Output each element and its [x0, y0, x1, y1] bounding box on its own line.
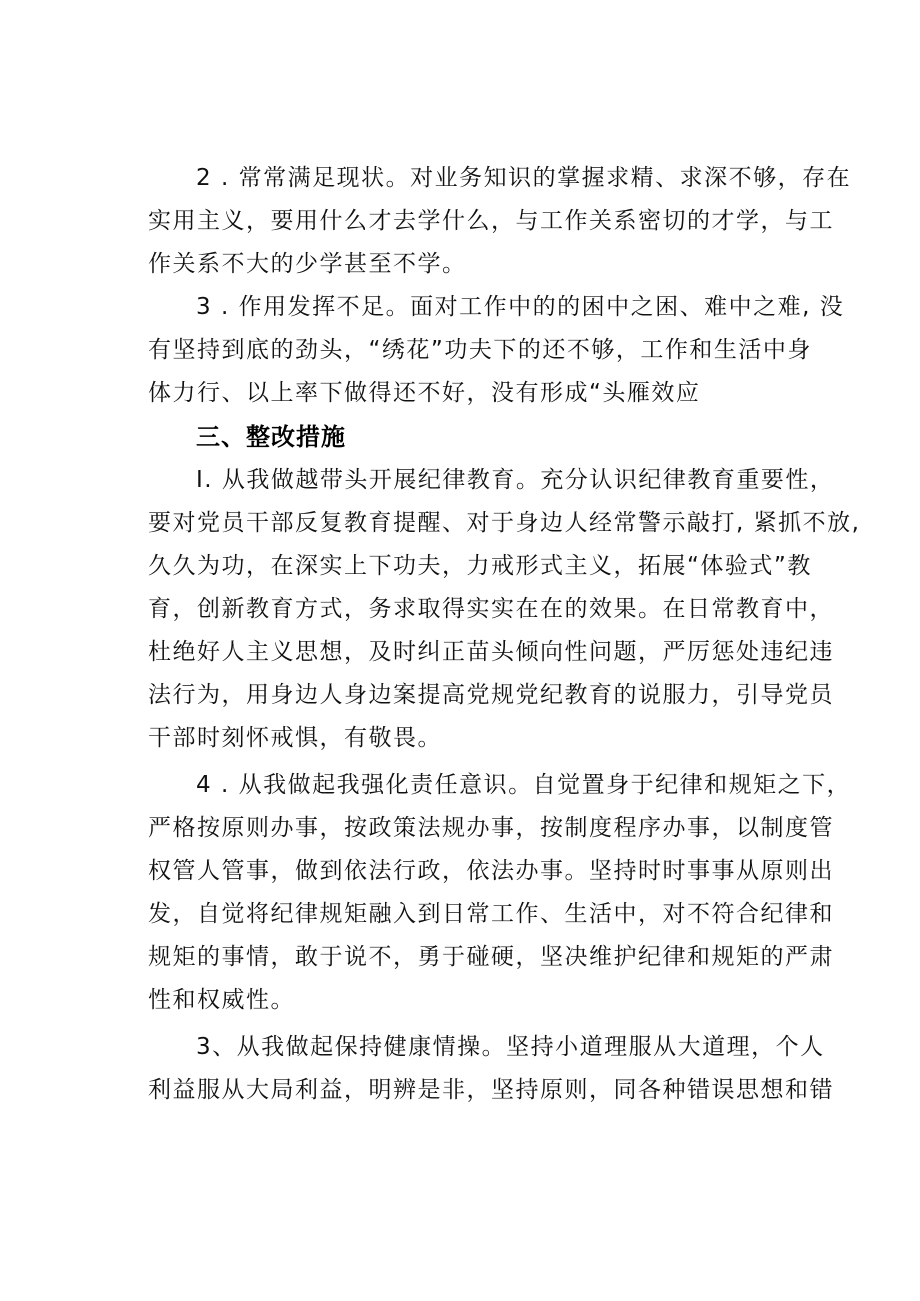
paragraph-2-line-2: 实用主义，要用什么才去学什么，与工作关系密切的才学，与工: [148, 208, 834, 234]
measure-1-line-6: 法行为，用身边人身边案提高党规党纪教育的说服力，引导党员: [148, 682, 834, 708]
measure-1-line-5: 杜绝好人主义思想，及时纠正苗头倾向性问题，严厉惩处违纪违: [148, 639, 834, 665]
section-heading: 三、整改措施: [196, 423, 346, 451]
measure-4-line-3: 权管人管事，做到依法行政，依法办事。坚持时时事事从原则出: [148, 858, 834, 884]
measure-1-line-4: 育，创新教育方式，务求取得实实在在的效果。在日常教育中，: [148, 596, 834, 622]
measure-4-line-5: 规矩的事情，敢于说不，勇于碰硬，坚决维护纪律和规矩的严肃: [148, 944, 834, 970]
measure-3-line-2: 利益服从大局利益，明辨是非，坚持原则，同各种错误思想和错: [148, 1077, 834, 1103]
measure-4-line-1: 4 . 从我做起我强化责任意识。自觉置身于纪律和规矩之下，: [196, 772, 852, 798]
paragraph-2-line-3: 作关系不大的少学甚至不学。: [148, 251, 467, 277]
measure-1-line-3: 久久为功，在深实上下功夫，力戒形式主义，拓展“体验式”教: [148, 553, 812, 579]
paragraph-3-line-1: 3 . 作用发挥不足。面对工作中的的困中之困、难中之难, 没: [196, 294, 845, 320]
measure-4-line-6: 性和权威性。: [148, 987, 295, 1013]
measure-1-line-2: 要对党员干部反复教育提醒、对于身边人经常警示敲打, 紧抓不放,: [148, 510, 861, 536]
measure-4-line-2: 严格按原则办事，按政策法规办事，按制度程序办事，以制度管: [148, 815, 834, 841]
measure-1-line-1: I. 从我做越带头开展纪律教育。充分认识纪律教育重要性，: [196, 467, 835, 493]
paragraph-3-line-3: 体力行、以上率下做得还不好，没有形成“头雁效应: [148, 380, 701, 406]
measure-3-line-1: 3、从我做起保持健康情操。坚持小道理服从大道理，个人: [196, 1034, 825, 1060]
measure-4-line-4: 发，自觉将纪律规矩融入到日常工作、生活中，对不符合纪律和: [148, 901, 834, 927]
paragraph-2-line-1: 2 . 常常满足现状。对业务知识的掌握求精、求深不够，存在: [196, 165, 852, 191]
measure-1-line-7: 干部时刻怀戒惧，有敬畏。: [148, 725, 442, 751]
paragraph-3-line-2: 有坚持到底的劲头，“绣花”功夫下的还不够，工作和生活中身: [148, 337, 812, 363]
